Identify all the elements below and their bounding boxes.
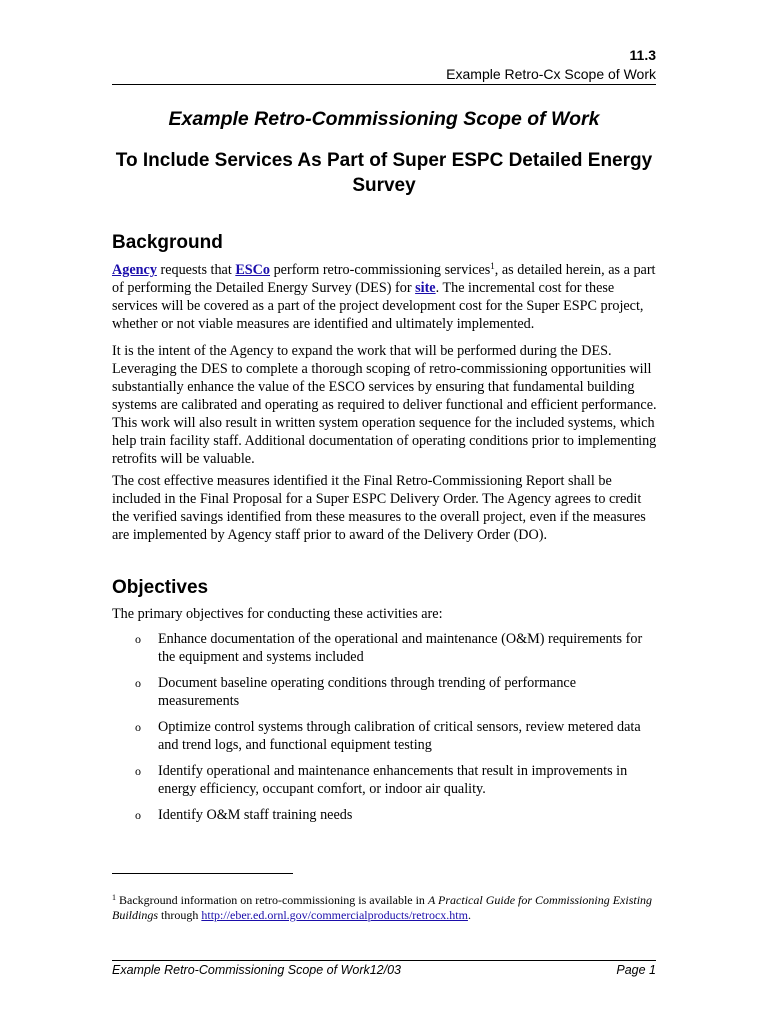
- footnote-text-1: Background information on retro-commissioning is available in: [116, 893, 428, 907]
- list-item: [112, 762, 657, 798]
- list-item-text: Document baseline operating conditions through trending of performance measurements: [158, 675, 577, 709]
- footnote-text-2: through: [158, 908, 202, 922]
- footnote-separator: [112, 873, 293, 874]
- objectives-list: [112, 630, 657, 832]
- p1-text-4: . The incremental cost for these services will be covered as a part of the project development cost for the Super ESPC project, whether or not viable measures are identified and ultimately implemented.: [112, 280, 644, 332]
- site-link[interactable]: site: [415, 280, 436, 296]
- objectives-intro: The primary objectives for conducting these activities are:: [112, 606, 443, 622]
- background-heading: Background: [112, 232, 223, 253]
- footnote-reference: 1: [490, 261, 495, 271]
- list-item-text: Identify O&M staff training needs: [158, 807, 353, 823]
- section-number: 11.3: [629, 47, 656, 63]
- p1-text-2: perform retro-commissioning services: [270, 262, 491, 278]
- bullet-marker: o: [135, 808, 141, 822]
- background-paragraph-3-text: The cost effective measures identified it the Final Retro-Commissioning Report shall be included in the Final Proposal for a Super ESPC Delivery Order. The Agency agrees to credit the verified savings identified from these measures to the overall project, even if the measures are implemented by Agency staff prior to award of the Delivery Order (DO).: [112, 473, 646, 543]
- background-paragraph-2-text: It is the intent of the Agency to expand the work that will be performed during the DES. Leveraging the DES to complete a thorough scoping of retro-commissioning opportunities will substantially enhance the value of the ESCO services by ensuring that fundamental building systems are calibrated and operating as required to deliver functional and efficient performance. This work will also result in written system operation sequence for the included systems, which help train facility staff. Additional documentation of operating conditions prior to implementing retrofits will be valuable.: [112, 343, 657, 467]
- bullet-marker: o: [135, 764, 141, 778]
- list-item-text: Identify operational and maintenance enhancements that result in improvements in energy efficiency, occupant comfort, or indoor air quality.: [158, 763, 628, 797]
- running-header: [446, 46, 656, 84]
- p1-text-3: , as detailed herein, as a part of performing the Detailed Energy Survey (DES) for: [112, 262, 656, 296]
- objectives-heading: Objectives: [112, 577, 209, 598]
- background-paragraph-1: [112, 261, 657, 333]
- bullet-marker: o: [135, 632, 141, 646]
- list-item: [112, 630, 657, 666]
- agency-link[interactable]: Agency: [112, 262, 157, 278]
- document-subtitle: To Include Services As Part of Super ESPC Detailed Energy Survey: [115, 150, 653, 196]
- p1-text-1: requests that: [156, 262, 236, 278]
- footer-document-name: Example Retro-Commissioning Scope of Work12/03: [112, 963, 402, 977]
- footer-page-number: Page 1: [616, 963, 656, 977]
- footnote-book-title: A Practical Guide for Commissioning Existing Buildings: [112, 893, 653, 922]
- section-title: Example Retro-Cx Scope of Work: [446, 66, 656, 82]
- list-item: [112, 718, 657, 754]
- footer-rule: [112, 960, 656, 961]
- document-title: Example Retro-Commissioning Scope of Work: [168, 108, 600, 130]
- list-item: [112, 674, 657, 710]
- list-item-text: Optimize control systems through calibration of critical sensors, review metered data and trend logs, and functional equipment testing: [158, 719, 641, 753]
- footnote-number: 1: [112, 893, 116, 902]
- header-rule: [112, 84, 656, 85]
- footnote-text-3: .: [467, 908, 471, 922]
- list-item-text: Enhance documentation of the operational and maintenance (O&M) requirements for the equipment and systems included: [158, 631, 643, 665]
- list-item: [112, 806, 657, 824]
- bullet-marker: o: [135, 720, 141, 734]
- background-paragraph-3: [112, 472, 657, 544]
- bullet-marker: o: [135, 676, 141, 690]
- background-paragraph-2: [112, 342, 657, 468]
- esco-link[interactable]: ESCo: [235, 262, 271, 278]
- footnote: [112, 893, 657, 923]
- footnote-url-link[interactable]: http://eber.ed.ornl.gov/commercialproducts/retrocx.htm: [201, 908, 468, 922]
